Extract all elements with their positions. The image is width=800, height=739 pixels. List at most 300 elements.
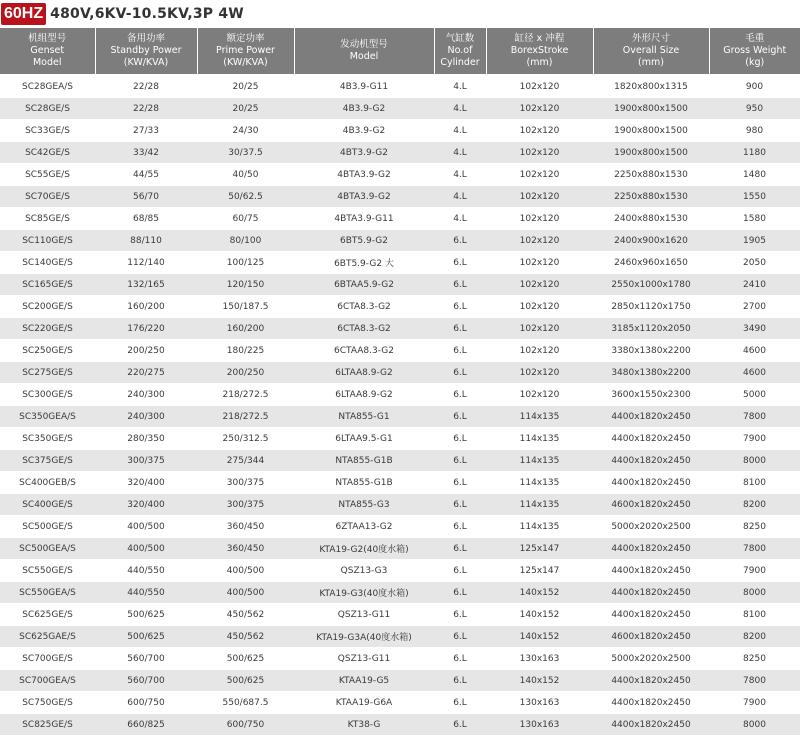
- cell-gross-weight: 8250: [709, 648, 800, 670]
- column-header-line: Standby Power: [110, 45, 182, 56]
- cell-overall-size: 4600x1820x2450: [593, 626, 709, 648]
- cell-overall-size: 4400x1820x2450: [593, 450, 709, 472]
- cell-standby-power: 33/42: [95, 142, 197, 164]
- cell-standby-power: 132/165: [95, 274, 197, 296]
- table-row: [0, 384, 800, 406]
- cell-bore-stroke: 114x135: [486, 516, 593, 538]
- cell-standby-power: 22/28: [95, 98, 197, 120]
- cell-gross-weight: 950: [709, 98, 800, 120]
- cell-engine-model: KT38-G: [294, 714, 434, 736]
- cell-gross-weight: 4600: [709, 340, 800, 362]
- cell-bore-stroke: 130x163: [486, 714, 593, 736]
- cell-prime-power: 218/272.5: [197, 406, 294, 428]
- voltage-spec: 480V,6KV-10.5KV,3P 4W: [50, 6, 244, 22]
- cell-bore-stroke: 102x120: [486, 186, 593, 208]
- cell-genset-model: SC42GE/S: [0, 142, 95, 164]
- cell-bore-stroke: 130x163: [486, 648, 593, 670]
- table-row: [0, 648, 800, 670]
- cell-bore-stroke: 102x120: [486, 120, 593, 142]
- cell-prime-power: 20/25: [197, 75, 294, 98]
- cell-overall-size: 2400x900x1620: [593, 230, 709, 252]
- table-row: [0, 450, 800, 472]
- cell-bore-stroke: 140x152: [486, 604, 593, 626]
- cell-bore-stroke: 102x120: [486, 252, 593, 274]
- cell-engine-model: 6BTAA5.9-G2: [294, 274, 434, 296]
- cell-overall-size: 5000x2020x2500: [593, 516, 709, 538]
- cell-bore-stroke: 114x135: [486, 494, 593, 516]
- cell-gross-weight: 900: [709, 75, 800, 98]
- cell-cylinders: 6.L: [434, 560, 486, 582]
- table-row: [0, 494, 800, 516]
- cell-standby-power: 27/33: [95, 120, 197, 142]
- cell-prime-power: 60/75: [197, 208, 294, 230]
- cell-engine-model: NTA855-G3: [294, 494, 434, 516]
- cell-gross-weight: 8100: [709, 604, 800, 626]
- cell-prime-power: 150/187.5: [197, 296, 294, 318]
- cell-standby-power: 200/250: [95, 340, 197, 362]
- cell-genset-model: SC350GEA/S: [0, 406, 95, 428]
- cell-standby-power: 320/400: [95, 472, 197, 494]
- table-row: [0, 472, 800, 494]
- column-header-line: No.of: [447, 45, 473, 56]
- table-body: [0, 75, 800, 736]
- cell-overall-size: 3600x1550x2300: [593, 384, 709, 406]
- cell-overall-size: 4400x1820x2450: [593, 714, 709, 736]
- cell-overall-size: 4400x1820x2450: [593, 582, 709, 604]
- cell-genset-model: SC400GE/S: [0, 494, 95, 516]
- cell-genset-model: SC110GE/S: [0, 230, 95, 252]
- cell-cylinders: 6.L: [434, 450, 486, 472]
- cell-bore-stroke: 114x135: [486, 450, 593, 472]
- cell-genset-model: SC200GE/S: [0, 296, 95, 318]
- cell-standby-power: 660/825: [95, 714, 197, 736]
- column-header-line: (KW/KVA): [223, 57, 268, 68]
- column-header-bore-stroke: [486, 28, 593, 75]
- cell-genset-model: SC250GE/S: [0, 340, 95, 362]
- column-header-line: Genset: [30, 45, 65, 56]
- cell-standby-power: 220/275: [95, 362, 197, 384]
- cell-cylinders: 4.L: [434, 75, 486, 98]
- cell-gross-weight: 1580: [709, 208, 800, 230]
- cell-cylinders: 6.L: [434, 538, 486, 560]
- cell-overall-size: 4400x1820x2450: [593, 406, 709, 428]
- cell-bore-stroke: 102x120: [486, 318, 593, 340]
- cell-prime-power: 30/37.5: [197, 142, 294, 164]
- table-row: [0, 98, 800, 120]
- cell-overall-size: 3480x1380x2200: [593, 362, 709, 384]
- cell-gross-weight: 3490: [709, 318, 800, 340]
- cell-bore-stroke: 102x120: [486, 98, 593, 120]
- cell-genset-model: SC400GEB/S: [0, 472, 95, 494]
- cell-genset-model: SC165GE/S: [0, 274, 95, 296]
- cell-engine-model: NTA855-G1B: [294, 450, 434, 472]
- cell-bore-stroke: 102x120: [486, 75, 593, 98]
- cell-gross-weight: 8200: [709, 626, 800, 648]
- cell-engine-model: 4BTA3.9-G2: [294, 164, 434, 186]
- cell-standby-power: 160/200: [95, 296, 197, 318]
- cell-bore-stroke: 114x135: [486, 472, 593, 494]
- cell-prime-power: 500/625: [197, 670, 294, 692]
- cell-engine-model: 4BTA3.9-G11: [294, 208, 434, 230]
- column-header-line: 外形尺寸: [631, 33, 670, 44]
- cell-cylinders: 4.L: [434, 164, 486, 186]
- cell-standby-power: 500/625: [95, 626, 197, 648]
- cell-prime-power: 160/200: [197, 318, 294, 340]
- column-header-line: 毛重: [745, 33, 765, 44]
- cell-standby-power: 240/300: [95, 406, 197, 428]
- cell-engine-model: 6LTAA8.9-G2: [294, 362, 434, 384]
- cell-overall-size: 1900x800x1500: [593, 142, 709, 164]
- column-header-line: Model: [349, 51, 379, 62]
- column-header-engine-model: [294, 28, 434, 75]
- cell-cylinders: 6.L: [434, 648, 486, 670]
- cell-cylinders: 4.L: [434, 120, 486, 142]
- cell-engine-model: 6BT5.9-G2: [294, 230, 434, 252]
- cell-overall-size: 4600x1820x2450: [593, 494, 709, 516]
- title-bar: [0, 0, 800, 28]
- cell-engine-model: KTA19-G2(40度水箱): [294, 538, 434, 560]
- cell-engine-model: 6LTAA8.9-G2: [294, 384, 434, 406]
- cell-genset-model: SC375GE/S: [0, 450, 95, 472]
- cell-genset-model: SC825GE/S: [0, 714, 95, 736]
- cell-gross-weight: 8200: [709, 494, 800, 516]
- frequency-badge: 60HZ: [1, 3, 46, 25]
- table-row: [0, 538, 800, 560]
- cell-engine-model: QSZ13-G11: [294, 648, 434, 670]
- cell-cylinders: 6.L: [434, 384, 486, 406]
- column-header-line: Overall Size: [622, 45, 680, 56]
- cell-gross-weight: 8100: [709, 472, 800, 494]
- column-header-line: Gross Weight: [723, 45, 787, 56]
- cell-gross-weight: 1180: [709, 142, 800, 164]
- cell-cylinders: 6.L: [434, 362, 486, 384]
- cell-prime-power: 300/375: [197, 494, 294, 516]
- cell-engine-model: 4B3.9-G11: [294, 75, 434, 98]
- cell-standby-power: 400/500: [95, 516, 197, 538]
- cell-prime-power: 20/25: [197, 98, 294, 120]
- cell-bore-stroke: 140x152: [486, 626, 593, 648]
- cell-genset-model: SC220GE/S: [0, 318, 95, 340]
- table-row: [0, 692, 800, 714]
- cell-overall-size: 2250x880x1530: [593, 164, 709, 186]
- cell-overall-size: 2400x880x1530: [593, 208, 709, 230]
- cell-engine-model: 6ZTAA13-G2: [294, 516, 434, 538]
- cell-genset-model: SC33GE/S: [0, 120, 95, 142]
- cell-overall-size: 4400x1820x2450: [593, 472, 709, 494]
- cell-overall-size: 3380x1380x2200: [593, 340, 709, 362]
- cell-engine-model: 4B3.9-G2: [294, 120, 434, 142]
- cell-standby-power: 440/550: [95, 560, 197, 582]
- cell-prime-power: 550/687.5: [197, 692, 294, 714]
- table-row: [0, 318, 800, 340]
- cell-prime-power: 275/344: [197, 450, 294, 472]
- cell-standby-power: 560/700: [95, 670, 197, 692]
- table-row: [0, 670, 800, 692]
- cell-engine-model: QSZ13-G11: [294, 604, 434, 626]
- table-row: [0, 230, 800, 252]
- cell-cylinders: 6.L: [434, 406, 486, 428]
- cell-bore-stroke: 130x163: [486, 692, 593, 714]
- cell-cylinders: 4.L: [434, 142, 486, 164]
- cell-prime-power: 360/450: [197, 538, 294, 560]
- cell-overall-size: 2460x960x1650: [593, 252, 709, 274]
- cell-genset-model: SC500GE/S: [0, 516, 95, 538]
- cell-genset-model: SC70GE/S: [0, 186, 95, 208]
- cell-bore-stroke: 125x147: [486, 538, 593, 560]
- cell-standby-power: 112/140: [95, 252, 197, 274]
- cell-overall-size: 5000x2020x2500: [593, 648, 709, 670]
- column-header-prime-power: [197, 28, 294, 75]
- column-header-line: (mm): [638, 57, 664, 68]
- column-header-line: Prime Power: [216, 45, 275, 56]
- table-row: [0, 142, 800, 164]
- cell-cylinders: 6.L: [434, 714, 486, 736]
- table-row: [0, 582, 800, 604]
- cell-prime-power: 360/450: [197, 516, 294, 538]
- table-row: [0, 252, 800, 274]
- cell-gross-weight: 980: [709, 120, 800, 142]
- table-row: [0, 604, 800, 626]
- table-row: [0, 428, 800, 450]
- cell-bore-stroke: 102x120: [486, 142, 593, 164]
- table-row: [0, 75, 800, 98]
- cell-standby-power: 44/55: [95, 164, 197, 186]
- column-header-line: (mm): [526, 57, 553, 68]
- cell-engine-model: 4BTA3.9-G2: [294, 186, 434, 208]
- cell-gross-weight: 5000: [709, 384, 800, 406]
- cell-engine-model: 6CTA8.3-G2: [294, 318, 434, 340]
- column-header-line: 缸径 x 冲程: [514, 33, 565, 44]
- cell-cylinders: 6.L: [434, 472, 486, 494]
- genset-spec-table: [0, 28, 800, 736]
- cell-overall-size: 2850x1120x1750: [593, 296, 709, 318]
- cell-bore-stroke: 102x120: [486, 296, 593, 318]
- cell-engine-model: KTA19-G3A(40度水箱): [294, 626, 434, 648]
- cell-standby-power: 600/750: [95, 692, 197, 714]
- cell-gross-weight: 8000: [709, 714, 800, 736]
- cell-gross-weight: 1550: [709, 186, 800, 208]
- cell-cylinders: 6.L: [434, 318, 486, 340]
- cell-prime-power: 250/312.5: [197, 428, 294, 450]
- cell-standby-power: 22/28: [95, 75, 197, 98]
- cell-prime-power: 450/562: [197, 626, 294, 648]
- cell-cylinders: 6.L: [434, 494, 486, 516]
- cell-overall-size: 4400x1820x2450: [593, 560, 709, 582]
- cell-gross-weight: 8000: [709, 582, 800, 604]
- cell-genset-model: SC625GAE/S: [0, 626, 95, 648]
- cell-genset-model: SC625GE/S: [0, 604, 95, 626]
- cell-engine-model: KTAA19-G6A: [294, 692, 434, 714]
- table-row: [0, 340, 800, 362]
- cell-engine-model: 4B3.9-G2: [294, 98, 434, 120]
- cell-cylinders: 6.L: [434, 274, 486, 296]
- cell-standby-power: 176/220: [95, 318, 197, 340]
- cell-engine-model: NTA855-G1: [294, 406, 434, 428]
- cell-prime-power: 300/375: [197, 472, 294, 494]
- table-row: [0, 406, 800, 428]
- cell-prime-power: 40/50: [197, 164, 294, 186]
- cell-overall-size: 4400x1820x2450: [593, 692, 709, 714]
- cell-standby-power: 500/625: [95, 604, 197, 626]
- cell-gross-weight: 2700: [709, 296, 800, 318]
- column-header-line: 机组型号: [28, 33, 67, 44]
- cell-bore-stroke: 102x120: [486, 384, 593, 406]
- cell-standby-power: 560/700: [95, 648, 197, 670]
- cell-prime-power: 120/150: [197, 274, 294, 296]
- cell-bore-stroke: 102x120: [486, 208, 593, 230]
- cell-gross-weight: 8250: [709, 516, 800, 538]
- cell-prime-power: 200/250: [197, 362, 294, 384]
- column-header-line: (kg): [745, 57, 765, 68]
- cell-gross-weight: 7900: [709, 428, 800, 450]
- cell-gross-weight: 7800: [709, 670, 800, 692]
- cell-standby-power: 240/300: [95, 384, 197, 406]
- cell-bore-stroke: 114x135: [486, 428, 593, 450]
- cell-cylinders: 6.L: [434, 670, 486, 692]
- cell-standby-power: 88/110: [95, 230, 197, 252]
- cell-prime-power: 450/562: [197, 604, 294, 626]
- cell-standby-power: 320/400: [95, 494, 197, 516]
- cell-bore-stroke: 140x152: [486, 582, 593, 604]
- cell-gross-weight: 7900: [709, 692, 800, 714]
- cell-engine-model: KTA19-G3(40度水箱): [294, 582, 434, 604]
- cell-standby-power: 400/500: [95, 538, 197, 560]
- cell-prime-power: 600/750: [197, 714, 294, 736]
- header-row: [0, 28, 800, 75]
- cell-gross-weight: 2050: [709, 252, 800, 274]
- cell-bore-stroke: 102x120: [486, 274, 593, 296]
- cell-bore-stroke: 125x147: [486, 560, 593, 582]
- column-header-line: (KW/KVA): [123, 57, 169, 68]
- table-row: [0, 186, 800, 208]
- cell-gross-weight: 7900: [709, 560, 800, 582]
- cell-bore-stroke: 102x120: [486, 230, 593, 252]
- cell-cylinders: 4.L: [434, 208, 486, 230]
- column-header-genset-model: [0, 28, 95, 75]
- cell-prime-power: 400/500: [197, 560, 294, 582]
- table-row: [0, 208, 800, 230]
- table-row: [0, 362, 800, 384]
- cell-standby-power: 440/550: [95, 582, 197, 604]
- table-row: [0, 626, 800, 648]
- cell-genset-model: SC28GE/S: [0, 98, 95, 120]
- cell-cylinders: 6.L: [434, 428, 486, 450]
- cell-overall-size: 4400x1820x2450: [593, 670, 709, 692]
- table-row: [0, 714, 800, 736]
- table-row: [0, 516, 800, 538]
- cell-gross-weight: 7800: [709, 406, 800, 428]
- cell-standby-power: 280/350: [95, 428, 197, 450]
- column-header-line: 额定功率: [226, 33, 265, 44]
- cell-engine-model: 6LTAA9.5-G1: [294, 428, 434, 450]
- cell-prime-power: 80/100: [197, 230, 294, 252]
- cell-overall-size: 1820x800x1315: [593, 75, 709, 98]
- cell-bore-stroke: 102x120: [486, 164, 593, 186]
- cell-engine-model: QSZ13-G3: [294, 560, 434, 582]
- cell-engine-model: KTAA19-G5: [294, 670, 434, 692]
- cell-genset-model: SC700GE/S: [0, 648, 95, 670]
- cell-genset-model: SC500GEA/S: [0, 538, 95, 560]
- table-row: [0, 296, 800, 318]
- cell-standby-power: 68/85: [95, 208, 197, 230]
- column-header-overall-size: [593, 28, 709, 75]
- cell-engine-model: 4BT3.9-G2: [294, 142, 434, 164]
- cell-overall-size: 2250x880x1530: [593, 186, 709, 208]
- cell-engine-model: 6CTAA8.3-G2: [294, 340, 434, 362]
- cell-genset-model: SC55GE/S: [0, 164, 95, 186]
- cell-overall-size: 1900x800x1500: [593, 98, 709, 120]
- cell-gross-weight: 1480: [709, 164, 800, 186]
- cell-prime-power: 400/500: [197, 582, 294, 604]
- column-header-line: 气缸数: [445, 33, 475, 44]
- cell-cylinders: 6.L: [434, 626, 486, 648]
- cell-prime-power: 180/225: [197, 340, 294, 362]
- column-header-line: Model: [32, 57, 62, 68]
- cell-gross-weight: 4600: [709, 362, 800, 384]
- cell-engine-model: 6CTA8.3-G2: [294, 296, 434, 318]
- cell-cylinders: 6.L: [434, 230, 486, 252]
- cell-overall-size: 4400x1820x2450: [593, 538, 709, 560]
- column-header-line: 备用功率: [126, 33, 165, 44]
- table-row: [0, 120, 800, 142]
- cell-bore-stroke: 114x135: [486, 406, 593, 428]
- cell-genset-model: SC300GE/S: [0, 384, 95, 406]
- cell-cylinders: 6.L: [434, 692, 486, 714]
- cell-bore-stroke: 102x120: [486, 362, 593, 384]
- cell-cylinders: 6.L: [434, 252, 486, 274]
- cell-prime-power: 218/272.5: [197, 384, 294, 406]
- cell-genset-model: SC140GE/S: [0, 252, 95, 274]
- cell-genset-model: SC275GE/S: [0, 362, 95, 384]
- cell-overall-size: 4400x1820x2450: [593, 604, 709, 626]
- cell-cylinders: 4.L: [434, 186, 486, 208]
- cell-cylinders: 6.L: [434, 340, 486, 362]
- cell-genset-model: SC550GE/S: [0, 560, 95, 582]
- cell-cylinders: 4.L: [434, 98, 486, 120]
- cell-overall-size: 3185x1120x2050: [593, 318, 709, 340]
- cell-gross-weight: 2410: [709, 274, 800, 296]
- cell-standby-power: 56/70: [95, 186, 197, 208]
- cell-genset-model: SC85GE/S: [0, 208, 95, 230]
- cell-overall-size: 4400x1820x2450: [593, 428, 709, 450]
- column-header-cylinders: [434, 28, 486, 75]
- cell-cylinders: 6.L: [434, 296, 486, 318]
- table-row: [0, 274, 800, 296]
- cell-prime-power: 24/30: [197, 120, 294, 142]
- cell-genset-model: SC750GE/S: [0, 692, 95, 714]
- cell-cylinders: 6.L: [434, 604, 486, 626]
- column-header-standby-power: [95, 28, 197, 75]
- table-row: [0, 164, 800, 186]
- cell-gross-weight: 8000: [709, 450, 800, 472]
- cell-genset-model: SC28GEA/S: [0, 75, 95, 98]
- cell-engine-model: NTA855-G1B: [294, 472, 434, 494]
- column-header-line: BorexStroke: [510, 45, 569, 56]
- cell-cylinders: 6.L: [434, 516, 486, 538]
- column-header-gross-weight: [709, 28, 800, 75]
- cell-engine-model: 6BT5.9-G2 大: [294, 252, 434, 274]
- cell-overall-size: 2550x1000x1780: [593, 274, 709, 296]
- cell-prime-power: 500/625: [197, 648, 294, 670]
- cell-bore-stroke: 140x152: [486, 670, 593, 692]
- cell-genset-model: SC700GEA/S: [0, 670, 95, 692]
- cell-bore-stroke: 102x120: [486, 340, 593, 362]
- cell-overall-size: 1900x800x1500: [593, 120, 709, 142]
- cell-prime-power: 100/125: [197, 252, 294, 274]
- cell-standby-power: 300/375: [95, 450, 197, 472]
- cell-cylinders: 6.L: [434, 582, 486, 604]
- cell-genset-model: SC350GE/S: [0, 428, 95, 450]
